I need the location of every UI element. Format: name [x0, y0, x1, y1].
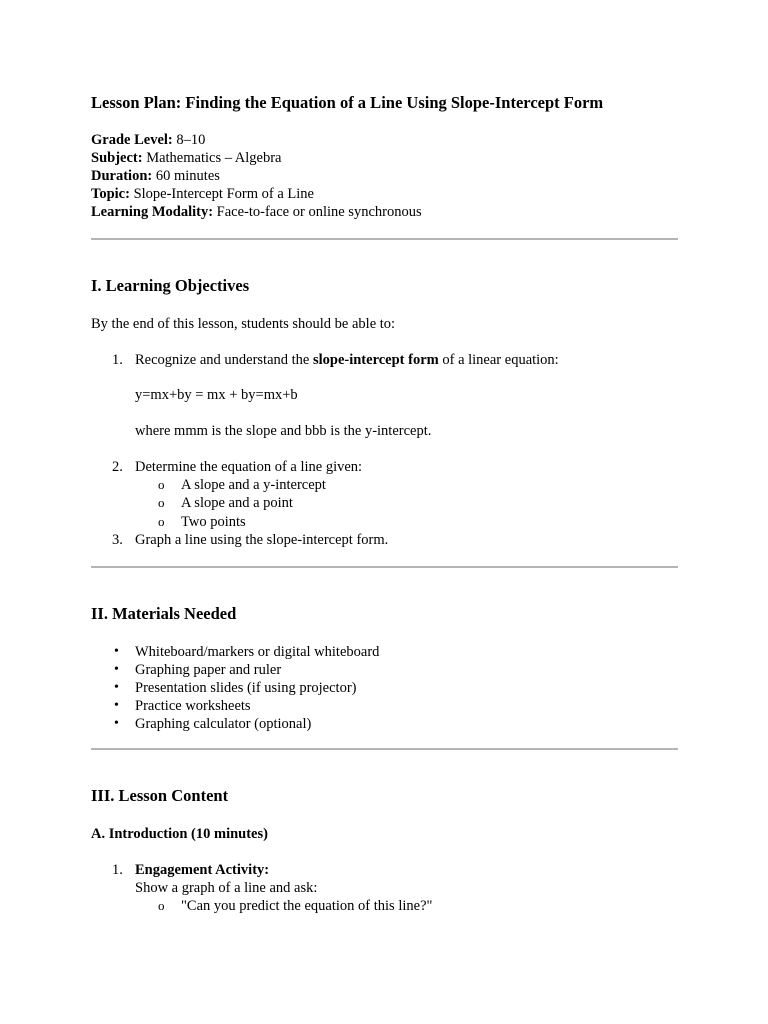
sub-item: A slope and a y-intercept [181, 477, 326, 493]
objective-text: Recognize and understand the [135, 352, 313, 368]
sub-bullet: o [158, 898, 165, 913]
engagement-activity-text: Show a graph of a line and ask: [135, 880, 318, 896]
meta-learning-modality [91, 203, 422, 221]
list-item: Presentation slides (if using projector) [135, 680, 357, 696]
divider [91, 238, 678, 240]
sub-item: Two points [181, 514, 246, 530]
objective-2-text: Determine the equation of a line given: [135, 459, 363, 475]
introduction-list [91, 861, 678, 921]
sub-bullet: o [158, 477, 165, 492]
sub-item: "Can you predict the equation of this line?" [181, 898, 433, 914]
bullet: • [114, 662, 119, 677]
meta-grade-level [91, 131, 422, 149]
subsection-heading-introduction: A. Introduction (10 minutes) [91, 826, 268, 842]
meta-label: Subject: [91, 150, 143, 166]
list-number: 2. [112, 459, 123, 475]
meta-label: Learning Modality: [91, 204, 214, 220]
sub-item: A slope and a point [181, 495, 293, 511]
list-item: Graphing calculator (optional) [135, 716, 312, 732]
objective-bold-term: slope-intercept form [312, 352, 439, 368]
objectives-list [91, 351, 678, 551]
meta-subject [91, 149, 422, 167]
bullet: • [114, 680, 119, 695]
meta-value: Slope-Intercept Form of a Line [129, 186, 314, 202]
engagement-activity-label: Engagement Activity: [135, 862, 270, 878]
objective-1-text [135, 351, 559, 369]
meta-label: Topic: [91, 186, 130, 202]
list-item: Graphing paper and ruler [135, 662, 282, 678]
divider [91, 566, 678, 568]
list-number: 1. [112, 862, 123, 878]
objective-3-text: Graph a line using the slope-intercept form. [135, 532, 389, 548]
bullet: • [114, 644, 119, 659]
meta-value: 8–10 [172, 132, 206, 148]
section-heading-lesson-content: III. Lesson Content [91, 786, 229, 805]
lesson-meta [91, 131, 422, 221]
meta-value: Face-to-face or online synchronous [213, 204, 422, 220]
objective-1-equation: y=mx+by = mx + by=mx+b [135, 387, 298, 403]
list-item: Whiteboard/markers or digital whiteboard [135, 644, 380, 660]
list-number: 3. [112, 532, 123, 548]
section-heading-learning-objectives: I. Learning Objectives [91, 276, 250, 295]
page-title: Lesson Plan: Finding the Equation of a Line Using Slope-Intercept Form [91, 93, 604, 112]
section-heading-materials: II. Materials Needed [91, 604, 237, 623]
list-item: Practice worksheets [135, 698, 251, 714]
divider [91, 748, 678, 750]
materials-list [91, 643, 678, 738]
bullet: • [114, 716, 119, 731]
meta-value: 60 minutes [152, 168, 220, 184]
sub-bullet: o [158, 514, 165, 529]
meta-topic [91, 185, 422, 203]
list-number: 1. [112, 352, 123, 368]
objectives-intro: By the end of this lesson, students should be able to: [91, 316, 396, 332]
meta-label: Duration: [91, 168, 153, 184]
sub-bullet: o [158, 495, 165, 510]
meta-label: Grade Level: [91, 132, 173, 148]
meta-value: Mathematics – Algebra [142, 150, 282, 166]
objective-1-where: where mmm is the slope and bbb is the y-intercept. [135, 423, 432, 439]
meta-duration [91, 167, 422, 185]
objective-text: of a linear equation: [438, 352, 559, 368]
bullet: • [114, 698, 119, 713]
